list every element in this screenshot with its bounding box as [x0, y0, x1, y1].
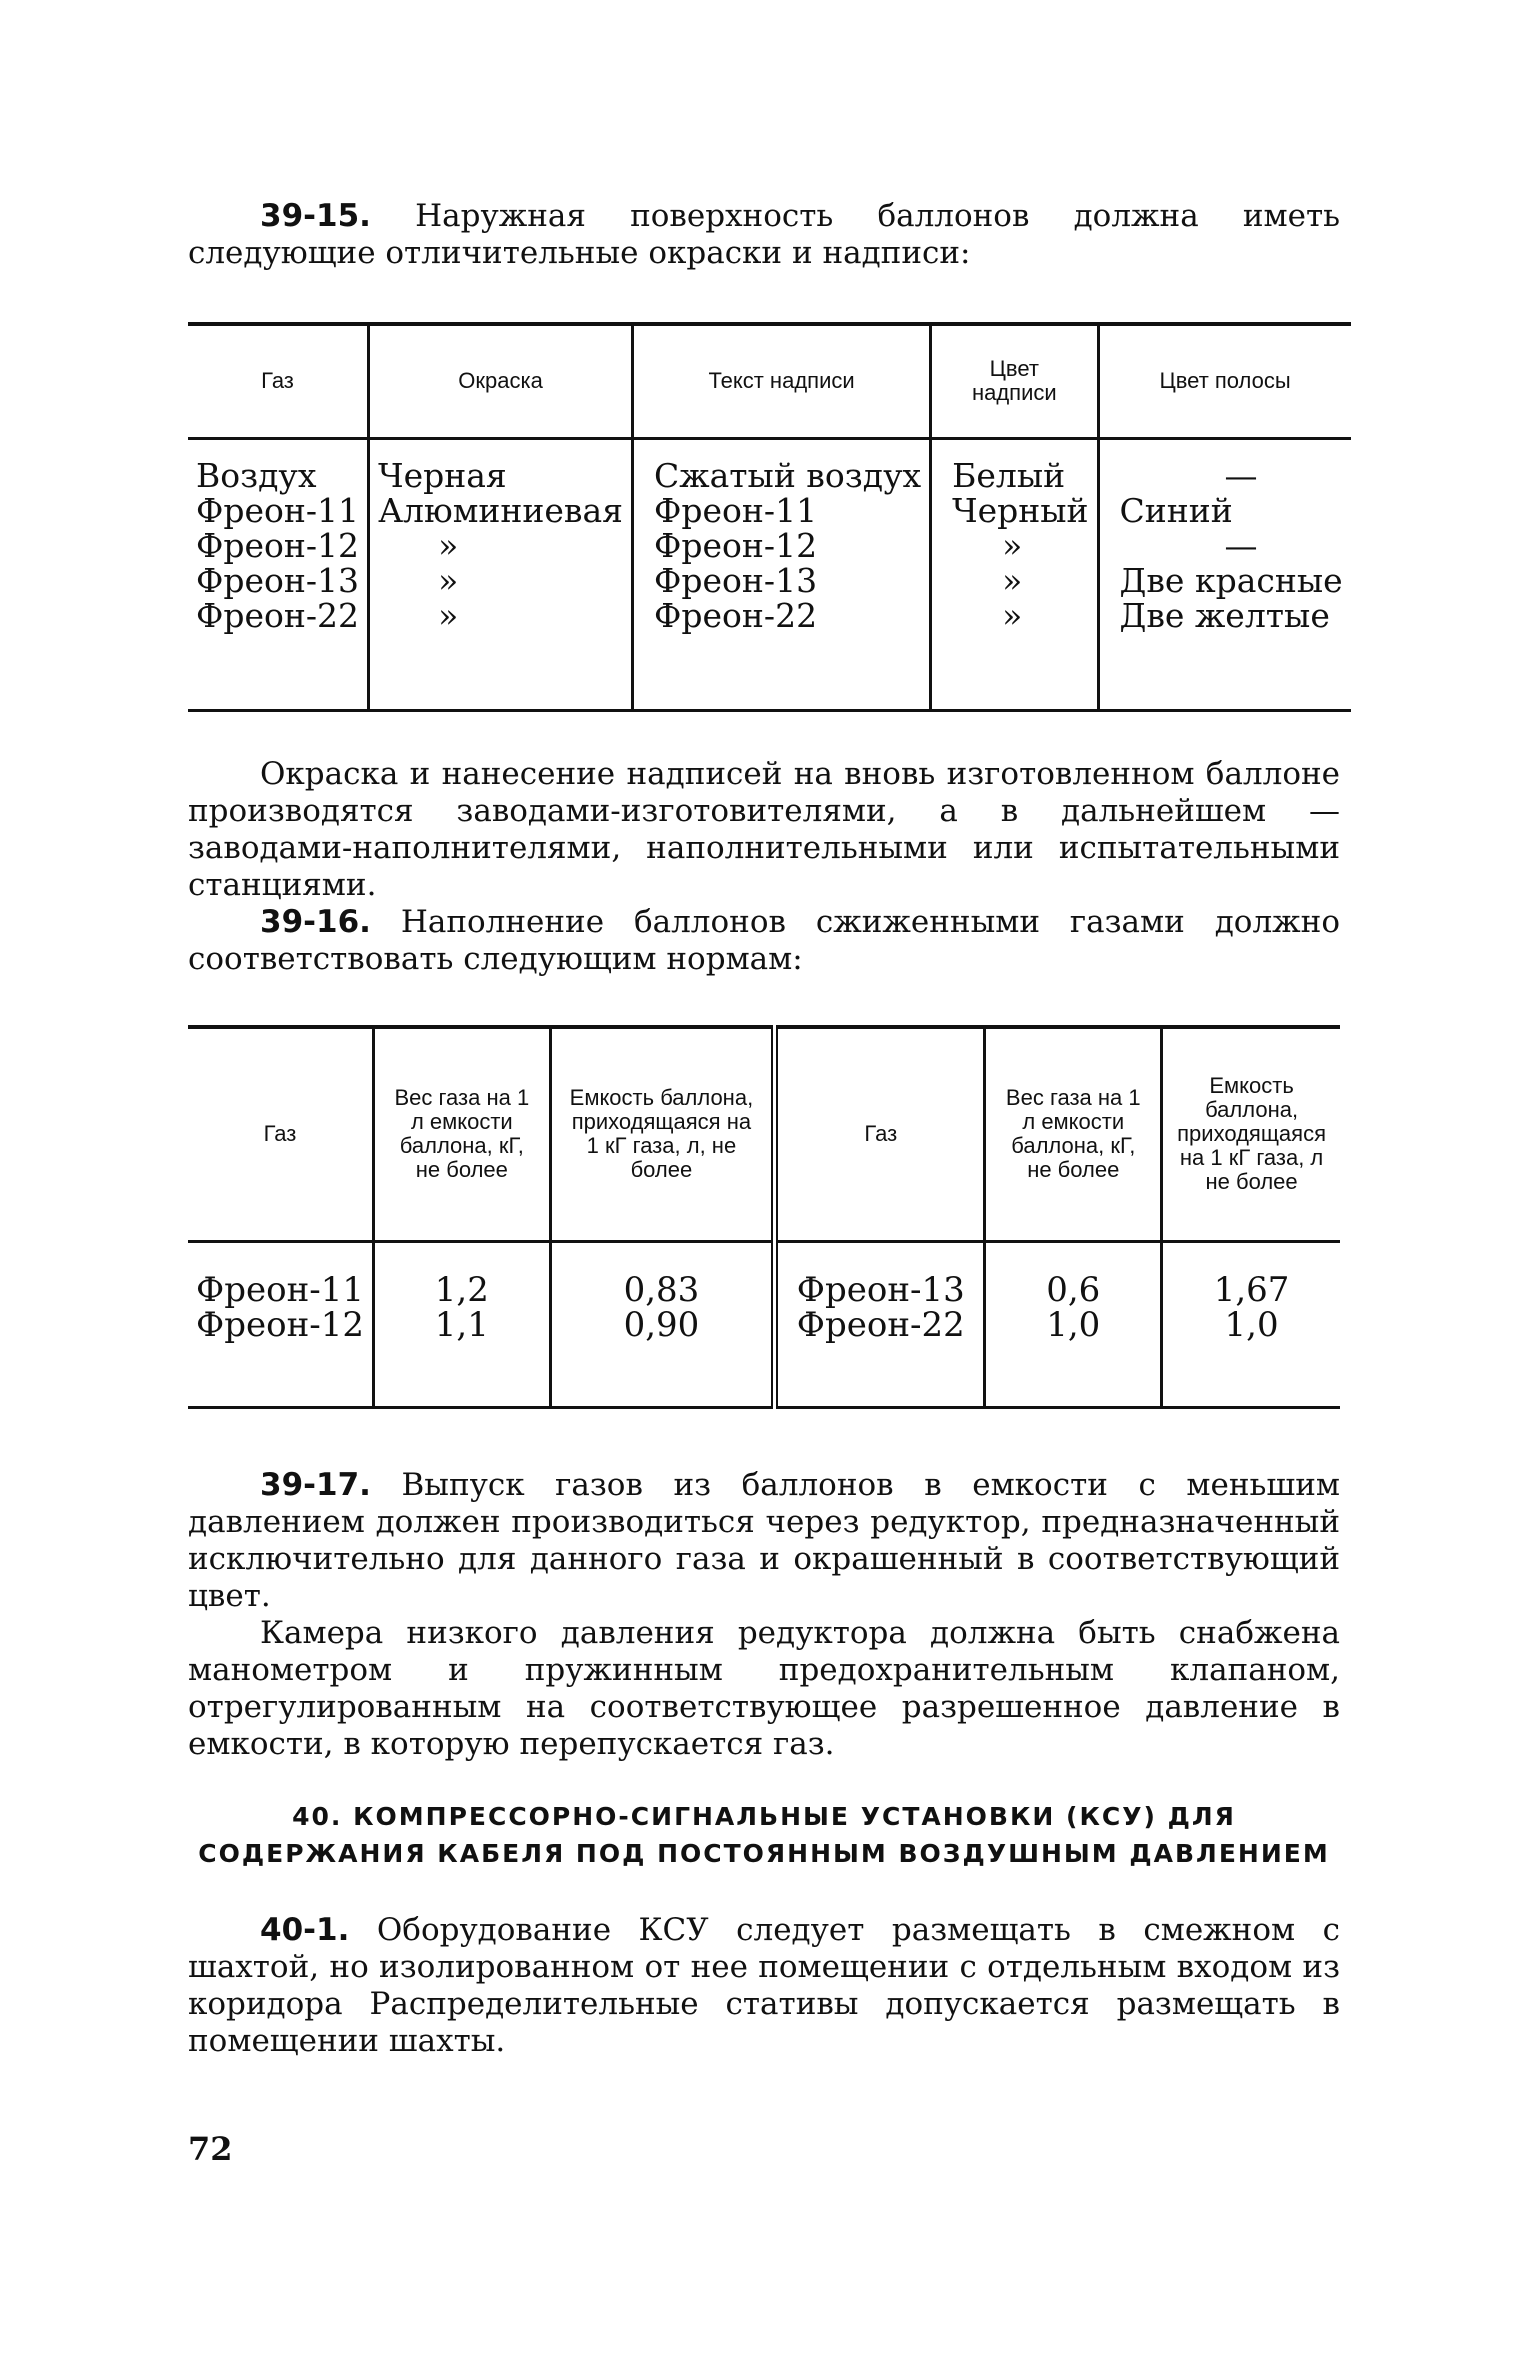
header-cell: Вес газа на 1 л емкости баллона, кГ, не более	[374, 1027, 551, 1241]
cell-value: Черная	[378, 455, 507, 495]
cell-value: Две красные	[1119, 560, 1343, 600]
section-text: Наполнение баллонов сжиженными газами должно соответствовать следующим нормам:	[188, 904, 1341, 977]
cell-value: 1,67	[1213, 1269, 1290, 1310]
section-40-heading	[188, 1798, 1340, 1872]
chamber-paragraph: Камера низкого давления редуктора должна быть снабжена манометром и пружинным предохранительным клапаном, отрегулированным на соответствующее разрешенное давление в емкости, в которую перепускается газ.	[188, 1615, 1340, 1762]
page-number: 72	[188, 2130, 233, 2168]
cell-value: Черный	[952, 490, 1089, 530]
cell-value: 0,6	[1046, 1269, 1101, 1310]
weight-column	[374, 1241, 551, 1407]
cell-value: 1,1	[434, 1304, 489, 1345]
section-number: 39-16.	[260, 904, 371, 940]
cell-value: 1,0	[1224, 1304, 1279, 1345]
cell-value: 1,0	[1046, 1304, 1101, 1345]
capacity-column	[1162, 1241, 1340, 1407]
filling-norms-table	[188, 1025, 1340, 1409]
cell-value: Фреон-12	[196, 1304, 364, 1345]
gas-column	[775, 1241, 985, 1407]
gas-column	[188, 1241, 374, 1407]
capacity-column	[550, 1241, 775, 1407]
cell-value: Фреон-13	[796, 1269, 965, 1310]
header-cell: Газ	[261, 368, 294, 394]
section-number: 40-1.	[260, 1912, 350, 1948]
header-cell: Текст надписи	[633, 324, 931, 438]
cell-value: Фреон-13	[654, 560, 818, 600]
ditto-mark: »	[1002, 595, 1023, 635]
header-cell: Емкость баллона, приходящаяся на 1 кГ газа, л не более	[1162, 1027, 1340, 1241]
cell-value: Фреон-22	[196, 595, 360, 635]
cell-value: 0,83	[623, 1269, 700, 1310]
stripe-color-column	[1098, 438, 1351, 710]
weight-column	[985, 1241, 1162, 1407]
cell-value: Алюминиевая	[378, 490, 624, 530]
heading-number: 40.	[292, 1802, 343, 1831]
section-text: Выпуск газов из баллонов в емкости с меньшим давлением должен производиться через редуктор, предназначенный исключительно для данного газа и окрашенный в соответствующий цвет.	[188, 1467, 1340, 1614]
section-number: 39-17.	[260, 1467, 371, 1503]
ditto-mark: »	[1002, 525, 1023, 565]
ditto-mark: »	[438, 560, 459, 600]
cell-value: Воздух	[196, 455, 317, 495]
cell-value: Фреон-12	[654, 525, 818, 565]
cell-value: —	[1224, 525, 1258, 565]
inscription-column	[633, 438, 931, 710]
paint-column	[369, 438, 633, 710]
ditto-mark: »	[1002, 560, 1023, 600]
cell-value: Фреон-11	[196, 1269, 364, 1310]
cell-value: Две желтые	[1119, 595, 1330, 635]
cell-value: Фреон-22	[654, 595, 818, 635]
heading-text: КОМПРЕССОРНО-СИГНАЛЬНЫЕ УСТАНОВКИ (КСУ) ДЛЯ СОДЕРЖАНИЯ КАБЕЛЯ ПОД ПОСТОЯННЫМ ВОЗДУШНЫМ ДАВЛЕНИЕМ	[198, 1802, 1330, 1868]
cell-value: Синий	[1119, 490, 1233, 530]
cell-value: Фреон-11	[196, 490, 360, 530]
table-row	[188, 438, 1351, 710]
header-cell: Цвет надписи	[931, 324, 1098, 438]
cylinder-marking-table	[188, 322, 1351, 712]
header-cell: Емкость баллона, приходящаяся на 1 кГ газа, л, не более	[550, 1027, 775, 1241]
gas-column	[188, 438, 369, 710]
table-header-row	[188, 1027, 1340, 1241]
cell-value: —	[1224, 455, 1258, 495]
header-cell: Газ	[263, 1121, 297, 1147]
section-text: Оборудование КСУ следует размещать в смежном с шахтой, но изолированном от нее помещении с отдельным входом из коридора Распределительные стативы допускается размещать в помещении шахты.	[188, 1912, 1340, 2059]
table-header-row	[188, 324, 1351, 438]
header-cell: Цвет полосы	[1098, 324, 1351, 438]
header-cell: Вес газа на 1 л емкости баллона, кГ, не более	[985, 1027, 1162, 1241]
header-cell: Окраска	[369, 324, 633, 438]
section-text: Наружная поверхность баллонов должна иметь следующие отличительные окраски и надписи:	[188, 198, 1341, 271]
cell-value: 1,2	[434, 1269, 489, 1310]
cell-value: Фреон-13	[196, 560, 360, 600]
table-row	[188, 1241, 1340, 1407]
inscription-color-column	[931, 438, 1098, 710]
section-40-1	[188, 1912, 1340, 2060]
cell-value: Фреон-12	[196, 525, 360, 565]
header-cell: Газ	[775, 1027, 985, 1241]
cell-value: 0,90	[623, 1304, 700, 1345]
paint-paragraph: Окраска и нанесение надписей на вновь изготовленном баллоне производятся заводами-изготовителями, а в дальнейшем — заводами-наполнителями, наполнительными или испытательными станциями.	[188, 756, 1340, 903]
section-39-16-block	[188, 756, 1340, 978]
section-39-15	[188, 198, 1340, 272]
cell-value: Фреон-22	[796, 1304, 965, 1345]
ditto-mark: »	[438, 525, 459, 565]
ditto-mark: »	[438, 595, 459, 635]
cell-value: Белый	[952, 455, 1066, 495]
section-number: 39-15.	[260, 198, 371, 234]
cell-value: Сжатый воздух	[654, 455, 922, 495]
section-39-17-block	[188, 1467, 1340, 1763]
cell-value: Фреон-11	[654, 490, 818, 530]
